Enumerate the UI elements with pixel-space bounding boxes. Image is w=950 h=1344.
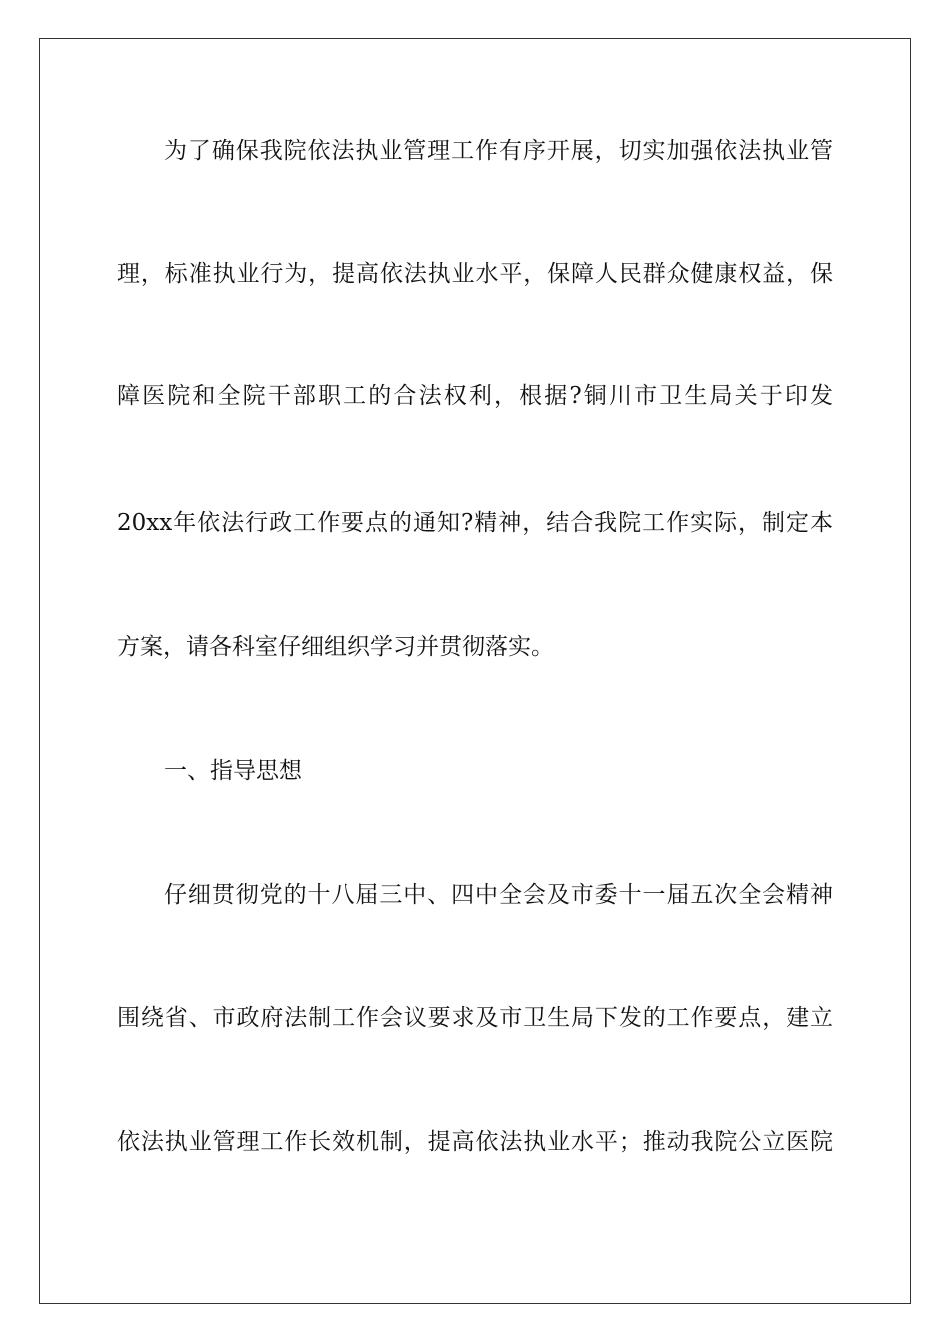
paragraph-line-5: 方案，请各科室仔细组织学习并贯彻落实。: [117, 634, 554, 660]
paragraph-line-8: 依法执业管理工作长效机制，提高依法执业水平；推动我院公立医院: [117, 1129, 833, 1155]
page-frame: [39, 38, 911, 1304]
paragraph-line-3: 障医院和全院干部职工的合法权利，根据?铜川市卫生局关于印发: [117, 383, 833, 409]
paragraph-line-6: 仔细贯彻党的十八届三中、四中全会及市委十一届五次全会精神: [164, 882, 833, 908]
paragraph-line-4: 20xx年依法行政工作要点的通知?精神，结合我院工作实际，制定本: [117, 510, 833, 536]
paragraph-line-2: 理，标准执业行为，提高依法执业水平，保障人民群众健康权益，保: [117, 261, 833, 287]
paragraph-line-7: 围绕省、市政府法制工作会议要求及市卫生局下发的工作要点，建立: [117, 1005, 833, 1031]
paragraph-line-1: 为了确保我院依法执业管理工作有序开展，切实加强依法执业管: [164, 138, 833, 164]
section-heading: 一、指导思想: [164, 758, 302, 784]
